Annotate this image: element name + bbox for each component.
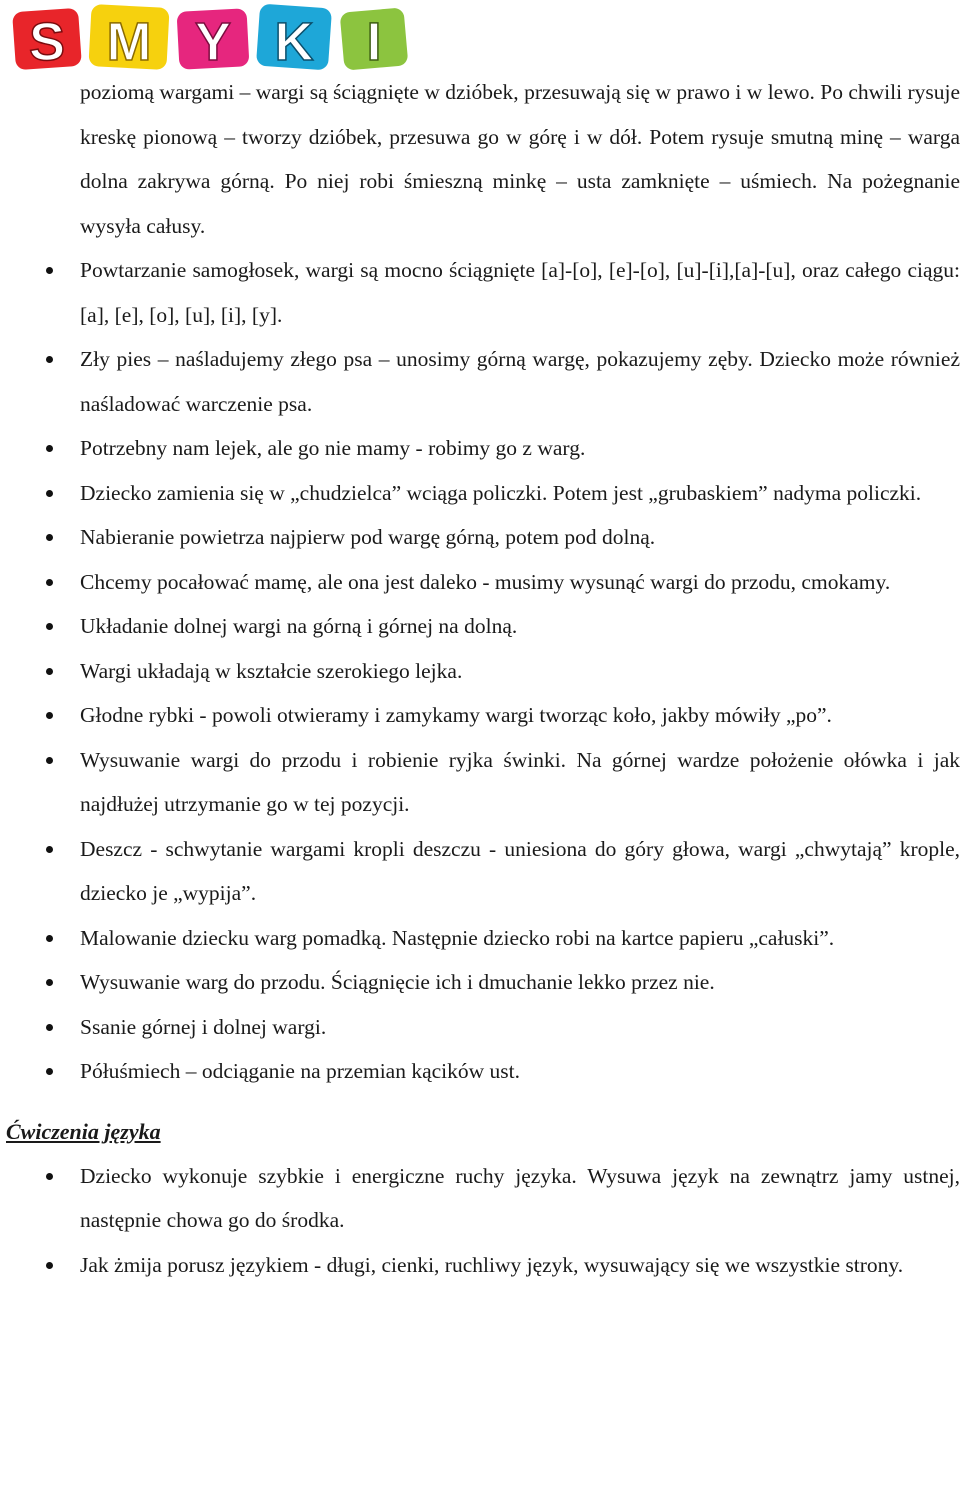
logo-tile-s bbox=[12, 8, 82, 72]
list-item-text: Dziecko zamienia się w „chudzielca” wciąga policzki. Potem jest „grubaskiem” nadyma policzki. bbox=[80, 480, 922, 505]
list-item-text: Wysuwanie wargi do przodu i robienie ryjka świnki. Na górnej wardze położenie ołówka i jak najdłużej utrzymanie go w tej pozycji. bbox=[80, 747, 960, 816]
bullet-icon bbox=[46, 1068, 53, 1075]
list-item-text: Głodne rybki - powoli otwieramy i zamykamy wargi tworząc koło, jakby mówiły „po”. bbox=[80, 703, 832, 727]
document-body bbox=[0, 70, 960, 1287]
bullet-icon bbox=[46, 668, 53, 675]
list-item bbox=[80, 560, 960, 605]
bullet-icon bbox=[46, 935, 53, 942]
bullet-icon bbox=[46, 1173, 53, 1180]
intro-paragraph: poziomą wargami – wargi są ściągnięte w dzióbek, przesuwają się w prawo i w lewo. Po chwili rysuje kreskę pionową – tworzy dzióbek, przesuwa go w górę i w dół. Potem rysuje smutną minę – warga dolna zakrywa górną. Po niej robi śmieszną minkę – usta zamknięte – uśmiech. Na pożegnanie wysyła całusy. bbox=[80, 80, 960, 238]
list-item bbox=[80, 960, 960, 1005]
list-item bbox=[80, 1049, 960, 1094]
bullet-icon bbox=[46, 712, 53, 719]
logo-letter-k: K bbox=[274, 12, 314, 72]
logo-tile-i bbox=[340, 7, 409, 72]
list-item bbox=[80, 1154, 960, 1243]
logo-letter-m: M bbox=[106, 12, 152, 72]
bullet-icon bbox=[46, 490, 53, 497]
list-item bbox=[80, 827, 960, 916]
lip-exercises-list bbox=[0, 248, 960, 1094]
bullet-icon bbox=[46, 534, 53, 541]
list-item-text: Wargi układają w kształcie szerokiego lejka. bbox=[80, 658, 463, 683]
smyki-logo bbox=[8, 2, 418, 74]
list-item-text: Zły pies – naśladujemy złego psa – unosimy górną wargę, pokazujemy zęby. Dziecko może również naśladować warczenie psa. bbox=[80, 347, 960, 416]
section-heading-tongue-exercises: Ćwiczenia języka bbox=[6, 1118, 161, 1144]
list-item bbox=[80, 649, 960, 694]
bullet-icon bbox=[46, 1262, 53, 1269]
logo-letter-i: I bbox=[366, 12, 382, 72]
list-item-text: Układanie dolnej wargi na górną i górnej na dolną. bbox=[80, 614, 518, 638]
bullet-icon bbox=[46, 267, 53, 274]
list-item-text: Malowanie dziecku warg pomadką. Następnie dziecko robi na kartce papieru „całuski”. bbox=[80, 925, 835, 950]
bullet-icon bbox=[46, 1024, 53, 1031]
list-item-text: Deszcz - schwytanie wargami kropli deszczu - uniesiona do góry głowa, wargi „chwytają” krople, dziecko je „wypija”. bbox=[80, 836, 960, 905]
list-item-text: Półuśmiech – odciąganie na przemian kącików ust. bbox=[80, 1059, 521, 1083]
logo-tile-k bbox=[256, 4, 332, 72]
list-item-text: Potrzebny nam lejek, ale go nie mamy - robimy go z warg. bbox=[80, 436, 586, 460]
list-item-text: Nabieranie powietrza najpierw pod wargę górną, potem pod dolną. bbox=[80, 525, 656, 549]
logo-tile-m bbox=[88, 4, 169, 72]
list-item bbox=[80, 916, 960, 961]
list-item bbox=[80, 426, 960, 471]
tongue-exercises-list bbox=[0, 1154, 960, 1288]
list-item-text: Powtarzanie samogłosek, wargi są mocno ściągnięte [a]-[o], [e]-[o], [u]-[i],[a]-[u], oraz całego ciągu: [a], [e], [o], [u], [i], [y]. bbox=[80, 258, 960, 327]
list-item bbox=[80, 604, 960, 649]
list-item bbox=[80, 1005, 960, 1050]
list-item bbox=[80, 693, 960, 738]
bullet-icon bbox=[46, 757, 53, 764]
list-item-text: Jak żmija porusz językiem - długi, cienki, ruchliwy język, wysuwający się we wszystkie strony. bbox=[80, 1252, 904, 1277]
logo-letter-s: S bbox=[28, 12, 66, 72]
list-item bbox=[80, 248, 960, 337]
list-item-text: Ssanie górnej i dolnej wargi. bbox=[80, 1014, 327, 1039]
bullet-icon bbox=[46, 623, 53, 630]
list-item bbox=[80, 738, 960, 827]
list-item bbox=[80, 337, 960, 426]
bullet-icon bbox=[46, 846, 53, 853]
list-item-text: Dziecko wykonuje szybkie i energiczne ruchy języka. Wysuwa język na zewnątrz jamy ustnej, następnie chowa go do środka. bbox=[80, 1163, 960, 1232]
list-item-text: Wysuwanie warg do przodu. Ściągnięcie ich i dmuchanie lekko przez nie. bbox=[80, 970, 715, 994]
list-item bbox=[80, 1243, 960, 1288]
bullet-icon bbox=[46, 356, 53, 363]
logo-tile-y bbox=[177, 8, 250, 72]
list-item-text: Chcemy pocałować mamę, ale ona jest daleko - musimy wysunąć wargi do przodu, cmokamy. bbox=[80, 569, 891, 594]
list-item bbox=[80, 515, 960, 560]
list-item bbox=[80, 471, 960, 516]
bullet-icon bbox=[46, 979, 53, 986]
logo-letter-y: Y bbox=[194, 12, 232, 72]
bullet-icon bbox=[46, 579, 53, 586]
bullet-icon bbox=[46, 445, 53, 452]
